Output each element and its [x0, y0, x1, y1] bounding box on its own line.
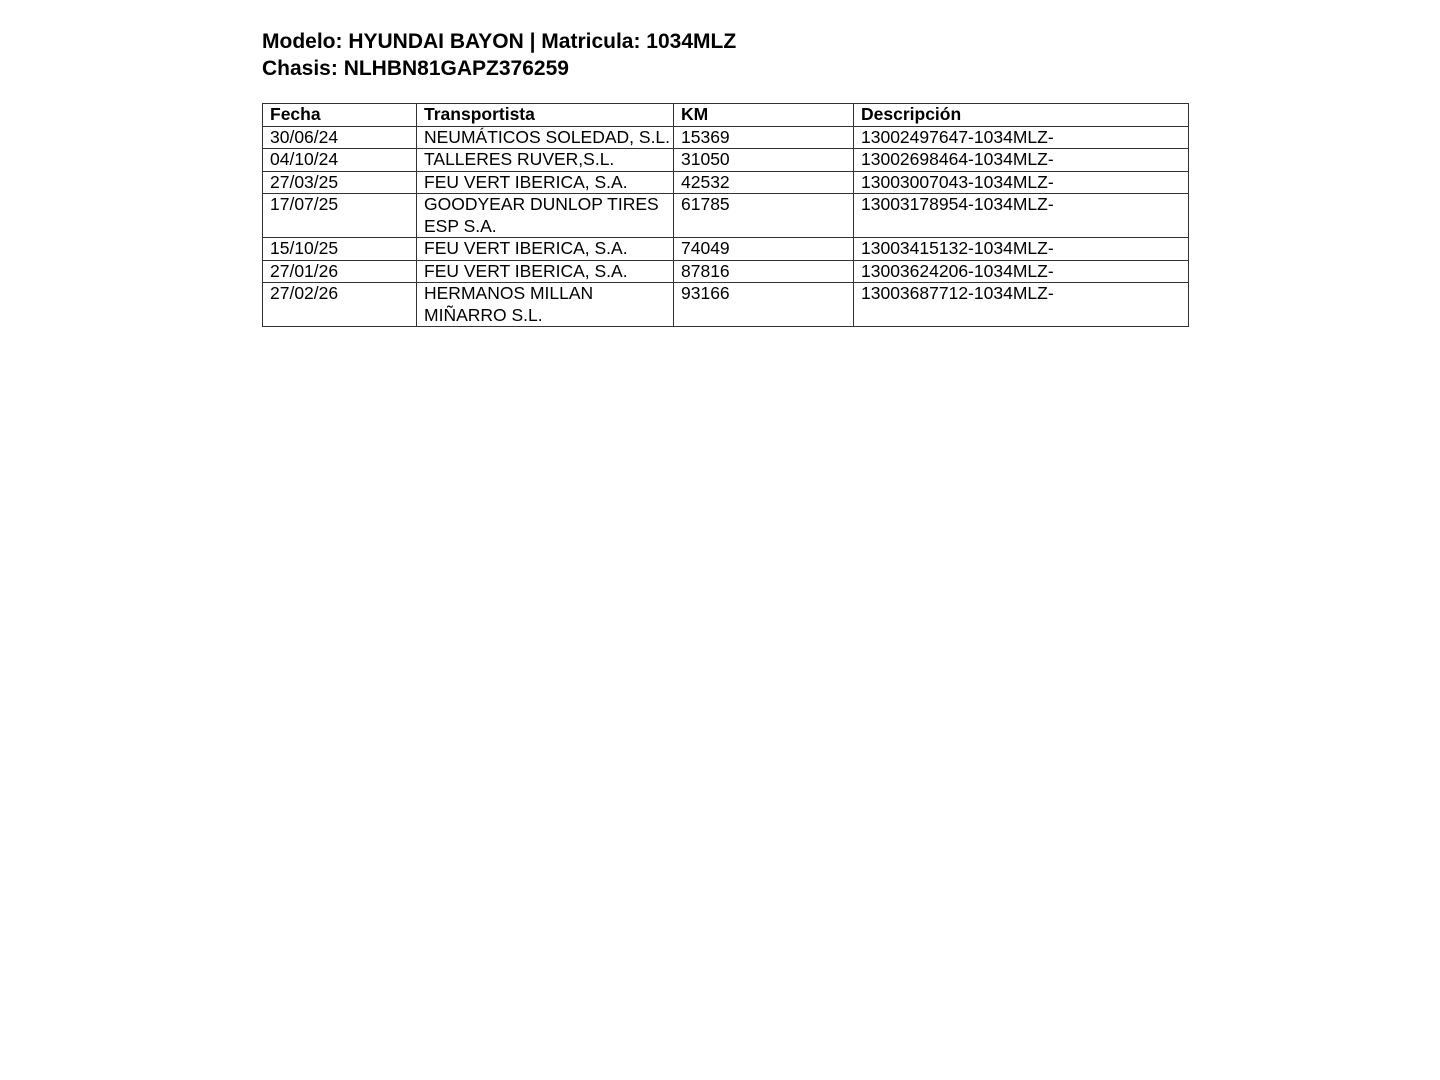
- column-header-km: KM: [674, 104, 854, 127]
- cell-descripcion: 13003415132-1034MLZ-: [854, 238, 1189, 261]
- cell-km: 93166: [674, 283, 854, 327]
- cell-fecha: 27/03/25: [263, 171, 417, 194]
- maintenance-table: [262, 103, 1189, 327]
- table-row: [263, 238, 1189, 261]
- cell-descripcion: 13003007043-1034MLZ-: [854, 171, 1189, 194]
- cell-km: 31050: [674, 149, 854, 172]
- cell-descripcion: 13002497647-1034MLZ-: [854, 126, 1189, 149]
- cell-transportista: FEU VERT IBERICA, S.A.: [417, 260, 674, 283]
- cell-fecha: 17/07/25: [263, 194, 417, 238]
- document-header: [262, 28, 736, 82]
- cell-transportista: HERMANOS MILLAN MIÑARRO S.L.: [417, 283, 674, 327]
- cell-descripcion: 13003178954-1034MLZ-: [854, 194, 1189, 238]
- cell-fecha: 27/02/26: [263, 283, 417, 327]
- vehicle-model-line: Modelo: HYUNDAI BAYON | Matricula: 1034MLZ: [262, 30, 737, 53]
- cell-fecha: 15/10/25: [263, 238, 417, 261]
- cell-descripcion: 13003624206-1034MLZ-: [854, 260, 1189, 283]
- cell-transportista: TALLERES RUVER,S.L.: [417, 149, 674, 172]
- column-header-fecha: Fecha: [263, 104, 417, 127]
- cell-descripcion: 13003687712-1034MLZ-: [854, 283, 1189, 327]
- table-row: [263, 283, 1189, 327]
- cell-transportista: GOODYEAR DUNLOP TIRES ESP S.A.: [417, 194, 674, 238]
- cell-km: 42532: [674, 171, 854, 194]
- cell-fecha: 27/01/26: [263, 260, 417, 283]
- cell-km: 61785: [674, 194, 854, 238]
- table-row: [263, 171, 1189, 194]
- cell-transportista: NEUMÁTICOS SOLEDAD, S.L.: [417, 126, 674, 149]
- cell-transportista: FEU VERT IBERICA, S.A.: [417, 238, 674, 261]
- cell-km: 87816: [674, 260, 854, 283]
- column-header-transportista: Transportista: [417, 104, 674, 127]
- cell-km: 74049: [674, 238, 854, 261]
- table-row: [263, 194, 1189, 238]
- cell-transportista: FEU VERT IBERICA, S.A.: [417, 171, 674, 194]
- cell-fecha: 04/10/24: [263, 149, 417, 172]
- table-row: [263, 126, 1189, 149]
- cell-descripcion: 13002698464-1034MLZ-: [854, 149, 1189, 172]
- cell-km: 15369: [674, 126, 854, 149]
- table-row: [263, 260, 1189, 283]
- cell-fecha: 30/06/24: [263, 126, 417, 149]
- chassis-line: Chasis: NLHBN81GAPZ376259: [262, 57, 569, 80]
- column-header-descripcion: Descripción: [854, 104, 1189, 127]
- table-header-row: [263, 104, 1189, 127]
- table-row: [263, 149, 1189, 172]
